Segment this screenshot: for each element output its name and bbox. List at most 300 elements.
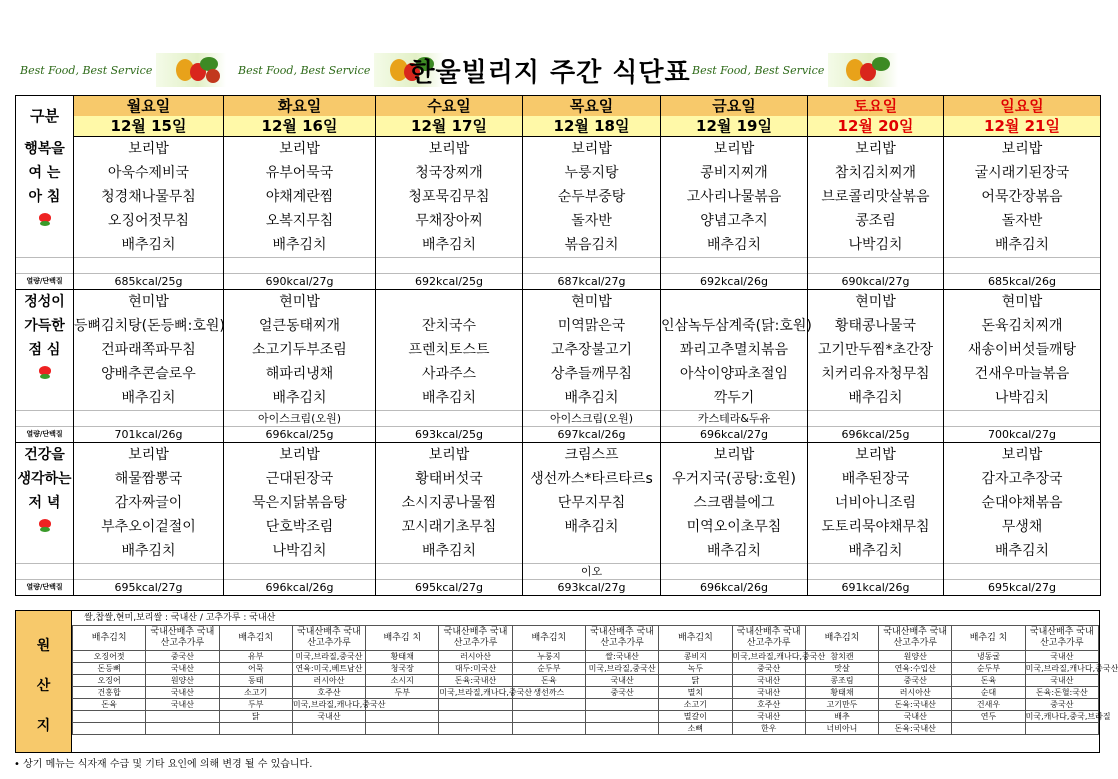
menu-row [16, 539, 1101, 564]
origin-cell: 국내산 [1025, 651, 1098, 663]
origin-cell: 연두 [952, 711, 1025, 723]
menu-item: 미역맑은국 [523, 314, 661, 338]
menu-item: 새송이버섯들깨탕 [944, 338, 1101, 362]
origin-cell [366, 723, 439, 735]
origin-cell: 건홍합 [73, 687, 146, 699]
origin-cell: 미국,캐나다,중국,브라질 [1025, 712, 1111, 721]
origin-cell: 동태 [219, 675, 292, 687]
origin-cell: 두부 [219, 699, 292, 711]
menu-item: 콩조림 [808, 209, 944, 233]
origin-header-cell: 배추김치 [659, 626, 732, 651]
menu-item [661, 290, 808, 315]
menu-row [16, 386, 1101, 411]
extra-item [661, 258, 808, 274]
meal-label [16, 467, 74, 491]
menu-item: 나박김치 [944, 386, 1101, 411]
menu-row [16, 515, 1101, 539]
origin-cell: 러시아산 [292, 675, 365, 687]
origin-cell: 닭 [659, 675, 732, 687]
kcal-value: 687kcal/27g [523, 274, 661, 290]
menu-item: 치커리유자청무침 [808, 362, 944, 386]
origin-cell: 냉동굴 [952, 651, 1025, 663]
menu-item: 보리밥 [944, 137, 1101, 162]
origin-cell: 미국,브라질,캐나다,중국산 [732, 652, 826, 661]
origin-row [73, 711, 1099, 723]
meal-label-text: 행복을 [24, 140, 65, 157]
meal-label-text: 여 는 [28, 165, 61, 181]
menu-item [376, 290, 523, 315]
meal-label [16, 137, 74, 162]
origin-cell: 대두:미국산 [439, 663, 512, 675]
menu-item: 부추오이겉절이 [74, 515, 224, 539]
menu-item: 돈육김치찌개 [944, 314, 1101, 338]
menu-item: 유부어묵국 [224, 161, 376, 185]
menu-row [16, 290, 1101, 315]
origin-header-cell: 배추김치 [805, 626, 878, 651]
menu-item: 돌자반 [944, 209, 1101, 233]
origin-cell: 미국,브라질,중국산 [292, 651, 365, 663]
menu-item: 누룽지탕 [523, 161, 661, 185]
menu-item: 야채계란찜 [224, 185, 376, 209]
gubun-label: 구분 [16, 96, 74, 137]
kcal-value: 696kcal/25g [224, 427, 376, 443]
menu-item: 현미밥 [944, 290, 1101, 315]
menu-row [16, 161, 1101, 185]
origin-cell [1025, 723, 1098, 735]
menu-item: 얼큰동태찌개 [224, 314, 376, 338]
origin-cell [219, 723, 292, 735]
kcal-value: 691kcal/26g [808, 580, 944, 596]
menu-item: 참치김치찌개 [808, 161, 944, 185]
meal-label [16, 362, 74, 386]
flower-icon [38, 366, 52, 380]
origin-cell [366, 711, 439, 723]
menu-row [16, 362, 1101, 386]
origin-cell: 국내산 [879, 711, 952, 723]
origin-cell: 미국,브라질,중국산 [585, 663, 658, 675]
menu-item: 보리밥 [808, 443, 944, 468]
origin-cell [439, 711, 512, 723]
menu-item: 꼬시래기초무침 [376, 515, 523, 539]
extra-item [74, 258, 224, 274]
menu-item: 배추김치 [661, 539, 808, 564]
origin-cell: 국내산 [146, 699, 219, 711]
origin-cell [952, 723, 1025, 735]
date-header: 12월 18일 [523, 116, 661, 137]
vegetable-image [828, 53, 898, 87]
menu-item: 감자고추장국 [944, 467, 1101, 491]
menu-item: 배추김치 [808, 386, 944, 411]
meal-label [16, 290, 74, 315]
origin-row [73, 663, 1099, 675]
extra-item [74, 411, 224, 427]
origin-cell: 콩비지 [659, 651, 732, 663]
meal-label [16, 314, 74, 338]
menu-item: 아욱수제비국 [74, 161, 224, 185]
meal-label [16, 491, 74, 515]
menu-item: 순대야채볶음 [944, 491, 1101, 515]
origin-header-cell: 국내산배추 국내산고추가루 [879, 626, 952, 651]
origin-cell: 청국장 [366, 663, 439, 675]
flower-icon [38, 213, 52, 227]
meal-label-text: 아 침 [28, 189, 61, 205]
origin-cell: 돈육 [512, 675, 585, 687]
menu-item: 돌자반 [523, 209, 661, 233]
menu-row [16, 314, 1101, 338]
origin-side-label [16, 611, 72, 752]
origin-cell: 순두부 [952, 663, 1025, 675]
origin-cell: 순두부 [512, 663, 585, 675]
kcal-row [16, 427, 1101, 443]
extra-item [661, 564, 808, 580]
date-header: 12월 16일 [224, 116, 376, 137]
menu-item: 황태콩나물국 [808, 314, 944, 338]
extra-item [808, 258, 944, 274]
kcal-value: 685kcal/25g [74, 274, 224, 290]
menu-item: 아삭이양파초절임 [661, 362, 808, 386]
origin-cell: 중국산 [585, 687, 658, 699]
origin-cell [512, 723, 585, 735]
menu-item: 배추김치 [523, 386, 661, 411]
menu-item: 나박김치 [224, 539, 376, 564]
menu-item: 근대된장국 [224, 467, 376, 491]
origin-cell: 돈육:국내산 [879, 723, 952, 735]
origin-cell: 중국산 [1025, 699, 1098, 711]
date-header: 12월 15일 [74, 116, 224, 137]
origin-cell: 호주산 [732, 699, 805, 711]
brand-text: Best Food, Best Service [238, 63, 371, 77]
menu-item: 등뼈김치탕(돈등뼈:호원) [74, 314, 224, 338]
meal-label-text: 가득한 [24, 318, 65, 334]
extra-item: 아이스크림(오원) [523, 411, 661, 427]
day-header: 화요일 [224, 96, 376, 117]
menu-item: 깍두기 [661, 386, 808, 411]
origin-cell: 국내산 [732, 711, 805, 723]
menu-item [523, 539, 661, 564]
kcal-label: 열량/단백질 [16, 427, 74, 443]
day-header: 월요일 [74, 96, 224, 117]
origin-cell: 닭 [219, 711, 292, 723]
kcal-label: 열량/단백질 [16, 274, 74, 290]
origin-cell: 쌀:국내산 [585, 651, 658, 663]
origin-cell: 중국산 [879, 675, 952, 687]
extra-row [16, 411, 1101, 427]
menu-item: 생선까스*타르타르s [523, 467, 661, 491]
origin-row [73, 687, 1099, 699]
menu-row [16, 185, 1101, 209]
extra-item [944, 564, 1101, 580]
menu-item: 보리밥 [224, 443, 376, 468]
origin-cell: 황태채 [366, 651, 439, 663]
origin-cell: 누룽지 [512, 651, 585, 663]
menu-item: 보리밥 [74, 443, 224, 468]
meal-label [16, 233, 74, 258]
menu-item: 양념고추지 [661, 209, 808, 233]
origin-cell: 연육:미국,베트남산 [292, 663, 365, 675]
meal-label [16, 443, 74, 468]
menu-item: 우거지국(공탕:호원) [661, 467, 808, 491]
menu-item: 황태버섯국 [376, 467, 523, 491]
menu-item: 보리밥 [808, 137, 944, 162]
origin-cell: 배추 [805, 711, 878, 723]
menu-item: 양배추콘슬로우 [74, 362, 224, 386]
menu-row [16, 467, 1101, 491]
brand-text: Best Food, Best Service [692, 63, 825, 77]
origin-note: 쌀,찹쌀,현미,보리쌀 : 국내산 / 고추가루 : 국내산 [84, 613, 276, 623]
brand-banner [692, 52, 898, 88]
menu-item: 무생채 [944, 515, 1101, 539]
origin-cell: 황태채 [805, 687, 878, 699]
origin-cell: 고기만두 [805, 699, 878, 711]
menu-row [16, 233, 1101, 258]
origin-cell [146, 711, 219, 723]
menu-item: 무채장아찌 [376, 209, 523, 233]
origin-cell: 국내산 [585, 675, 658, 687]
menu-item: 보리밥 [944, 443, 1101, 468]
origin-cell: 미국,브라질,캐나다,중국산 [439, 688, 533, 697]
origin-header-cell: 국내산배추 국내산고추가루 [585, 626, 658, 651]
origin-cell: 중국산 [146, 651, 219, 663]
meal-label-text: 저 녁 [28, 495, 61, 511]
menu-item: 현미밥 [523, 290, 661, 315]
flower-icon [38, 519, 52, 533]
day-header: 일요일 [944, 96, 1101, 117]
date-header: 12월 19일 [661, 116, 808, 137]
kcal-value: 685kcal/26g [944, 274, 1101, 290]
origin-cell [292, 723, 365, 735]
origin-cell: 미국,브라질,캐나다,중국산 [1025, 664, 1118, 673]
menu-item: 배추김치 [224, 233, 376, 258]
origin-cell: 너비아니 [805, 723, 878, 735]
menu-item: 배추김치 [376, 233, 523, 258]
kcal-label: 열량/단백질 [16, 580, 74, 596]
origin-cell [73, 711, 146, 723]
origin-row [73, 699, 1099, 711]
origin-cell [146, 723, 219, 735]
kcal-value: 695kcal/27g [74, 580, 224, 596]
date-header: 12월 20일 [808, 116, 944, 137]
weekly-menu-table [15, 95, 1101, 596]
origin-header-cell: 국내산배추 국내산고추가루 [732, 626, 805, 651]
origin-cell: 소고기 [219, 687, 292, 699]
menu-item: 크림스프 [523, 443, 661, 468]
menu-item: 해물짬뽕국 [74, 467, 224, 491]
origin-cell: 소고기 [659, 699, 732, 711]
menu-item: 도토리묵야채무침 [808, 515, 944, 539]
origin-cell: 콩조림 [805, 675, 878, 687]
origin-cell: 원양산 [879, 651, 952, 663]
origin-cell: 러시아산 [879, 687, 952, 699]
origin-cell: 소시지 [366, 675, 439, 687]
origin-cell: 돈육:국내산 [879, 699, 952, 711]
date-row [16, 116, 1101, 137]
menu-item: 사과주스 [376, 362, 523, 386]
origin-cell: 건새우 [952, 699, 1025, 711]
origin-cell: 국내산 [1025, 675, 1098, 687]
menu-item: 현미밥 [74, 290, 224, 315]
origin-cell: 국내산 [732, 675, 805, 687]
menu-item: 청국장찌개 [376, 161, 523, 185]
origin-cell: 생선까스 [512, 687, 585, 699]
day-header: 수요일 [376, 96, 523, 117]
page-title: 한울빌리지 주간 식단표 [409, 58, 691, 88]
origin-cell: 러시아산 [439, 651, 512, 663]
origin-row [73, 675, 1099, 687]
menu-item: 배추김치 [944, 539, 1101, 564]
origin-table [72, 625, 1118, 735]
menu-item: 건새우마늘볶음 [944, 362, 1101, 386]
origin-section [15, 610, 1118, 753]
kcal-value: 695kcal/27g [944, 580, 1101, 596]
origin-cell: 참치캔 [805, 651, 878, 663]
menu-item: 배추김치 [944, 233, 1101, 258]
day-header: 목요일 [523, 96, 661, 117]
date-header: 12월 21일 [944, 116, 1101, 137]
extra-item [944, 411, 1101, 427]
origin-cell [585, 723, 658, 735]
meal-label-text: 건강을 [24, 447, 65, 463]
kcal-value: 693kcal/25g [376, 427, 523, 443]
origin-cell [439, 699, 512, 711]
origin-label-char: 산 [36, 678, 51, 694]
menu-row [16, 137, 1101, 162]
menu-row [16, 491, 1101, 515]
menu-item: 배추김치 [661, 233, 808, 258]
date-header: 12월 17일 [376, 116, 523, 137]
extra-item [808, 564, 944, 580]
menu-item: 브로콜리맛살볶음 [808, 185, 944, 209]
menu-item: 배추김치 [224, 386, 376, 411]
menu-row [16, 209, 1101, 233]
menu-item: 소고기두부조림 [224, 338, 376, 362]
extra-item [74, 564, 224, 580]
menu-item: 어묵간장볶음 [944, 185, 1101, 209]
kcal-value: 692kcal/26g [661, 274, 808, 290]
menu-item: 나박김치 [808, 233, 944, 258]
day-header: 토요일 [808, 96, 944, 117]
origin-row [73, 651, 1099, 663]
menu-item: 볶음김치 [523, 233, 661, 258]
menu-row [16, 443, 1101, 468]
menu-item: 보리밥 [376, 443, 523, 468]
origin-cell: 어묵 [219, 663, 292, 675]
menu-item: 오복지무침 [224, 209, 376, 233]
origin-cell: 오징어젓 [73, 651, 146, 663]
extra-item: 아이스크림(오원) [224, 411, 376, 427]
meal-label [16, 515, 74, 539]
menu-item: 프렌치토스트 [376, 338, 523, 362]
menu-item: 배추된장국 [808, 467, 944, 491]
menu-item: 묵은지닭볶음탕 [224, 491, 376, 515]
meal-label-text: 생각하는 [17, 471, 72, 487]
kcal-value: 700kcal/27g [944, 427, 1101, 443]
meal-label [16, 209, 74, 233]
brand-banner [20, 52, 226, 88]
menu-item: 배추김치 [808, 539, 944, 564]
origin-cell [439, 723, 512, 735]
origin-cell: 연육:수입산 [879, 663, 952, 675]
origin-cell: 맛살 [805, 663, 878, 675]
day-row [16, 96, 1101, 117]
origin-cell: 오징어 [73, 675, 146, 687]
page-header [0, 0, 1113, 94]
extra-item [376, 564, 523, 580]
origin-cell: 돈육 [952, 675, 1025, 687]
origin-header-cell: 배추김치 [73, 626, 146, 651]
extra-item [224, 258, 376, 274]
menu-item: 고기만두찜*초간장 [808, 338, 944, 362]
menu-item: 현미밥 [224, 290, 376, 315]
origin-cell: 녹두 [659, 663, 732, 675]
kcal-value: 692kcal/25g [376, 274, 523, 290]
extra-item: 이오 [523, 564, 661, 580]
day-header: 금요일 [661, 96, 808, 117]
origin-cell: 국내산 [292, 711, 365, 723]
origin-cell: 미국,브라질,캐나다,중국산 [292, 700, 386, 709]
origin-cell: 돈등뼈 [73, 663, 146, 675]
kcal-value: 690kcal/27g [808, 274, 944, 290]
menu-item: 스크램블에그 [661, 491, 808, 515]
menu-item: 건파래쪽파무침 [74, 338, 224, 362]
menu-item: 고추장불고기 [523, 338, 661, 362]
origin-header-cell: 국내산배추 국내산고추가루 [146, 626, 219, 651]
vegetable-image [156, 53, 226, 87]
menu-item: 보리밥 [523, 137, 661, 162]
origin-header-cell: 배추김 치 [366, 626, 439, 651]
menu-item: 순두부중탕 [523, 185, 661, 209]
extra-item [523, 258, 661, 274]
menu-item: 해파리냉채 [224, 362, 376, 386]
menu-item: 콩비지찌개 [661, 161, 808, 185]
menu-item: 청경채나물무침 [74, 185, 224, 209]
footnote: • 상기 메뉴는 식자재 수급 및 기타 요인에 의해 변경 될 수 있습니다. [14, 759, 313, 770]
kcal-value: 697kcal/26g [523, 427, 661, 443]
origin-cell: 돈육 [73, 699, 146, 711]
extra-item: 카스테라&두유 [661, 411, 808, 427]
menu-item: 너비아니조림 [808, 491, 944, 515]
kcal-value: 696kcal/25g [808, 427, 944, 443]
kcal-value: 693kcal/27g [523, 580, 661, 596]
origin-header-cell: 국내산배추 국내산고추가루 [439, 626, 512, 651]
kcal-value: 696kcal/26g [661, 580, 808, 596]
meal-label [16, 539, 74, 564]
origin-cell: 한우 [732, 723, 805, 735]
kcal-value: 696kcal/27g [661, 427, 808, 443]
menu-item: 보리밥 [661, 443, 808, 468]
menu-item: 굴시래기된장국 [944, 161, 1101, 185]
kcal-value: 701kcal/26g [74, 427, 224, 443]
kcal-row [16, 274, 1101, 290]
origin-label-char: 원 [36, 638, 51, 654]
menu-item: 배추김치 [74, 386, 224, 411]
extra-item [376, 258, 523, 274]
origin-cell: 유부 [219, 651, 292, 663]
origin-cell [512, 711, 585, 723]
origin-header-row [73, 626, 1099, 651]
menu-item: 소시지콩나물찜 [376, 491, 523, 515]
extra-item [376, 411, 523, 427]
origin-header-cell: 국내산배추 국내산고추가루 [1025, 626, 1098, 651]
menu-row [16, 338, 1101, 362]
kcal-value: 690kcal/27g [224, 274, 376, 290]
extra-row [16, 258, 1101, 274]
extra-item [808, 411, 944, 427]
origin-cell [73, 723, 146, 735]
menu-item: 인삼녹두삼계죽(닭:호원) [661, 314, 808, 338]
origin-cell: 멸치 [659, 687, 732, 699]
origin-cell: 국내산 [146, 663, 219, 675]
extra-item [944, 258, 1101, 274]
